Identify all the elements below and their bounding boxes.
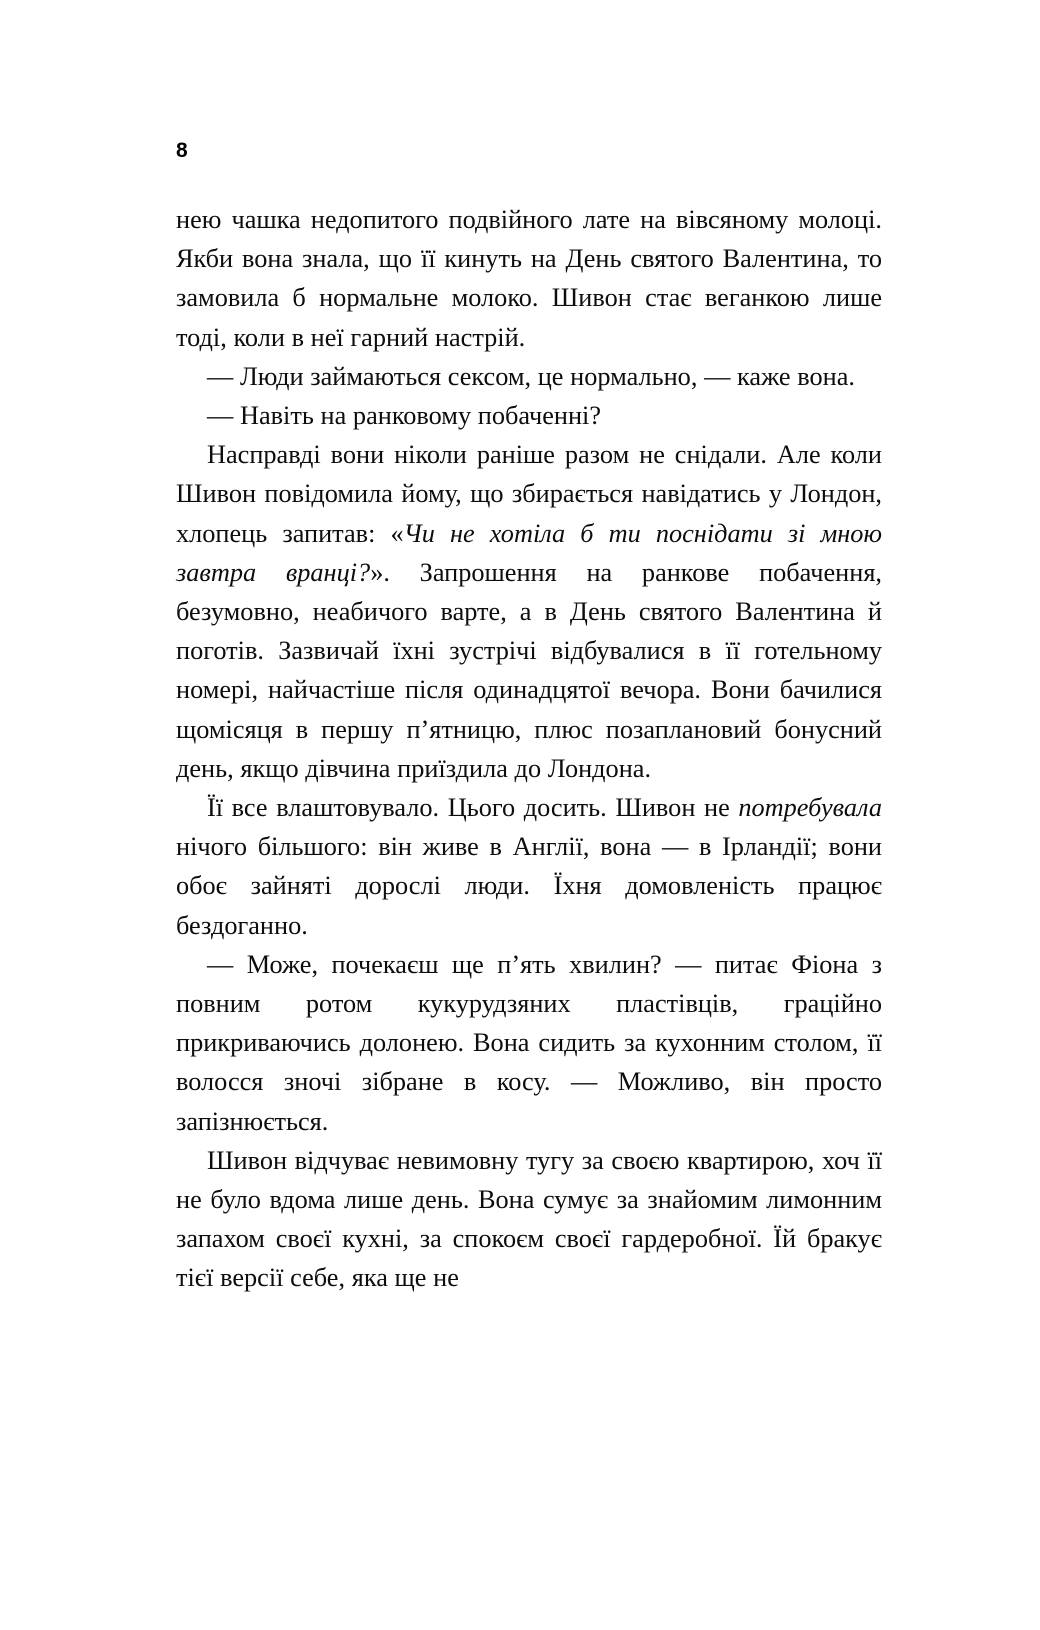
paragraph-5 <box>176 788 882 945</box>
paragraph-4-tail: ». Запрошення на ранкове побачення, безумовно, неабичого варте, а в День святого Валентина й поготів. Зазвичай їхні зустрічі відбувалися в її готельному номері, найчастіше після одинадцятої вечора. Вони бачилися щомісяця в першу п’ятницю, плюс позаплановий бонусний день, якщо дівчина приїздила до Лондона. <box>176 557 883 783</box>
paragraph-4-lead-in: Насправді вони ніколи раніше разом не снідали. Але коли Шивон повідомила йому, що збирається навідатись у Лондон, хлопець запитав: « <box>176 440 882 548</box>
paragraph-5-lead-in: Її все влаштовувало. Цього досить. Шивон не <box>207 793 739 823</box>
paragraph-4-italic-quote: Чи не хотіла б ти поснідати зі мною завтра вранці? <box>176 518 882 587</box>
body-text-block <box>176 200 882 1298</box>
page-number: 8 <box>176 139 188 162</box>
paragraph-6-dialogue: — Може, почекаєш ще п’ять хвилин? — питає Фіона з повним ротом кукурудзяних пластівців, граційно прикриваючись долонею. Вона сидить за кухонним столом, її волосся зночі зібране в косу. — Можливо, він просто запізнюється. <box>176 949 882 1136</box>
paragraph-1: нею чашка недопитого подвійного лате на вівсяному молоці. Якби вона знала, що її кинуть на День святого Валентина, то замовила б нормальне молоко. Шивон стає веганкою лише тоді, коли в неї гарний настрій. <box>176 205 882 352</box>
paragraph-5-tail: нічого більшого: він живе в Англії, вона — в Ірландії; вони обоє зайняті дорослі люди. Їхня домовленість працює бездоганно. <box>176 832 882 940</box>
paragraph-2-dialogue: — Люди займаються сексом, це нормально, — каже вона. <box>207 361 855 391</box>
paragraph-4 <box>176 435 882 788</box>
paragraph-3-dialogue: — Навіть на ранковому побаченні? <box>207 401 602 431</box>
paragraph-7: Шивон відчуває невимовну тугу за своєю квартирою, хоч її не було вдома лише день. Вона сумує за знайомим лимонним запахом своєї кухні, за спокоєм своєї гардеробної. Їй бракує тієї версії себе, яка ще не <box>176 1145 882 1293</box>
paragraph-5-italic-emphasis: потребувала <box>738 793 882 823</box>
